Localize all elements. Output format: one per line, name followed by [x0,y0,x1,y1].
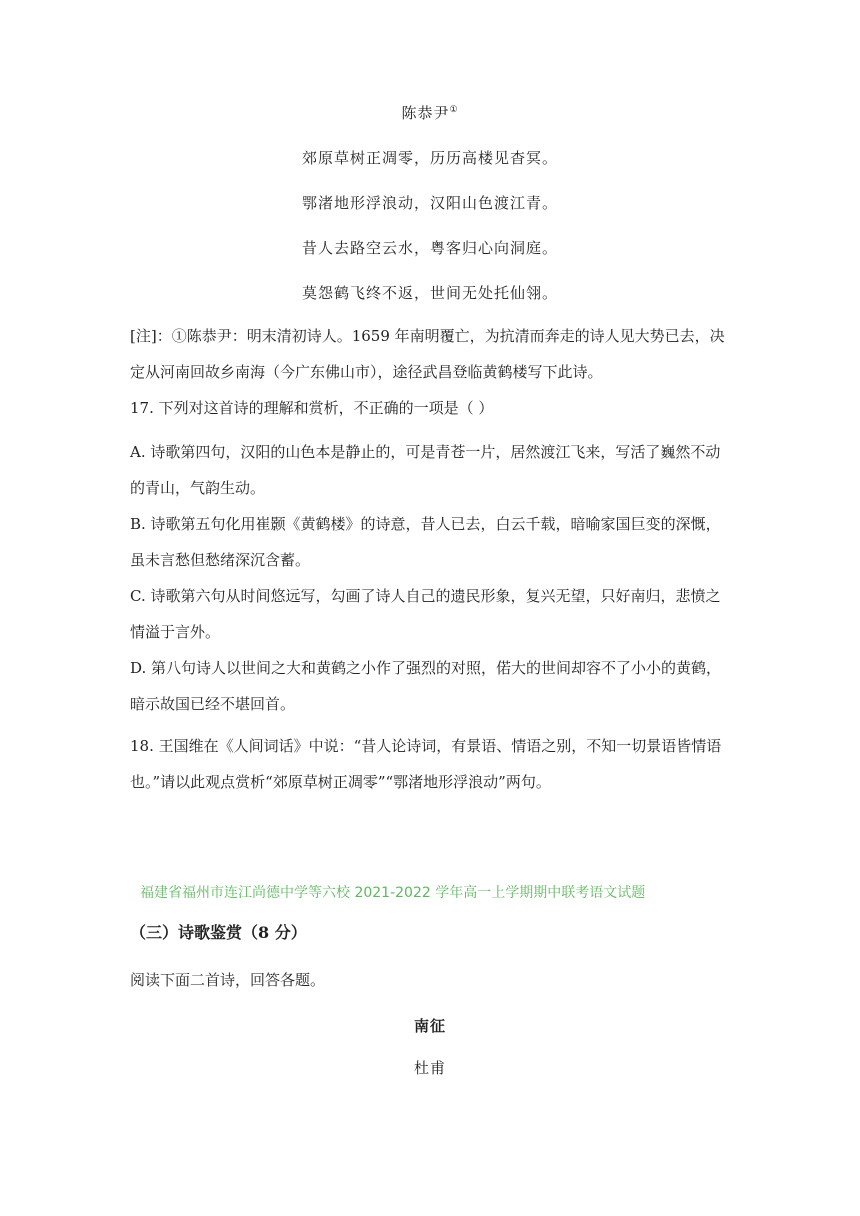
poem-line-1: 郊原草树正凋零，历历高楼见杳冥。 [301,149,558,167]
poem-line-3: 昔人去路空云水，粤客归心向洞庭。 [301,239,558,257]
option-line: C. 诗歌第六句从时间悠远写，勾画了诗人自己的遗民形象，复兴无望，只好南归，悲愤之 [130,587,721,605]
poem2-author: 杜甫 [413,1059,446,1077]
instruction: 阅读下面二首诗，回答各题。 [130,971,326,989]
poem2-title: 南征 [413,1017,446,1035]
option-line: 虽未言愁但愁绪深沉含蓄。 [130,551,311,569]
option-line: D. 第八句诗人以世间之大和黄鹤之小作了强烈的对照，偌大的世间却容不了小小的黄鹤， [130,659,722,677]
option-line: 情溢于言外。 [130,623,221,641]
poem-note [130,318,735,390]
option-line: B. 诗歌第五句化用崔颢《黄鹤楼》的诗意，昔人已去，白云千载，暗喻家国巨变的深慨， [130,515,721,533]
poem-line-2: 鄂渚地形浮浪动，汉阳山色渡江青。 [301,194,558,212]
note-line-1: [注]：①陈恭尹：明末清初诗人。1659 年南明覆亡，为抗清而奔走的诗人见大势已去，决 [130,327,725,345]
option-line: 暗示故国已经不堪回首。 [130,695,296,713]
footnote-mark: ① [449,105,459,115]
question-17-stem: 17. 下列对这首诗的理解和赏析，不正确的一项是（ ） [130,399,494,417]
q18-line-1: 18. 王国维在《人间词话》中说：“昔人论诗词，有景语、情语之别，不知一切景语皆情语 [130,737,722,755]
option-line: A. 诗歌第四句，汉阳的山色本是静止的，可是青苍一片，居然渡江飞来，写活了巍然不动 [130,443,721,461]
poem-line-4: 莫怨鹤飞终不返，世间无处托仙翎。 [301,284,558,302]
note-line-2: 定从河南回故乡南海（今广东佛山市），途径武昌登临黄鹤楼写下此诗。 [130,363,603,381]
option-line: 的青山，气韵生动。 [130,479,266,497]
option-a [130,434,735,506]
section-heading: （三）诗歌鉴赏（8 分） [130,923,307,942]
source-link[interactable]: 福建省福州市连江尚德中学等六校 2021-2022 学年高一上学期期中联考语文试题 [140,885,646,901]
q18-line-2: 也。”请以此观点赏析“郊原草树正凋零”“鄂渚地形浮浪动”两句。 [130,773,551,791]
question-18 [130,728,735,800]
author-name: 陈恭尹 [401,104,450,122]
option-d [130,650,735,722]
option-b [130,506,735,578]
option-c [130,578,735,650]
poem1-author [0,102,860,123]
